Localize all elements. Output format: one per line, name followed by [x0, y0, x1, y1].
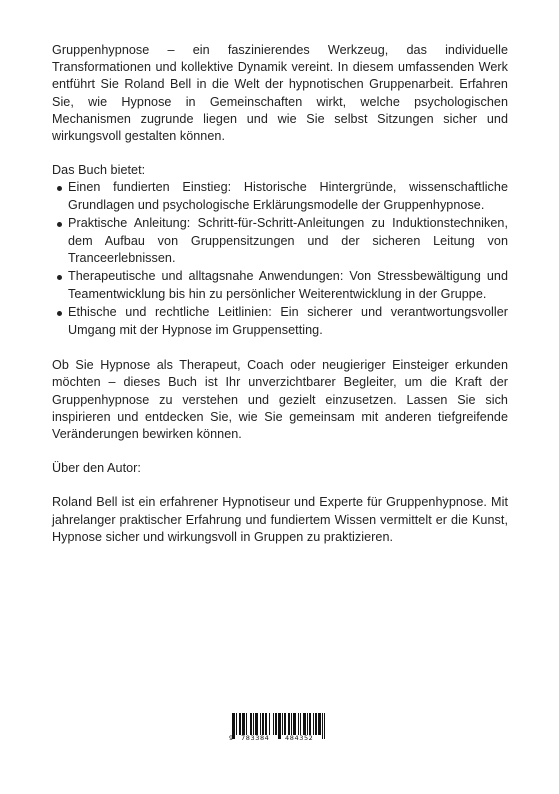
barcode-bar — [280, 713, 281, 739]
barcode-bar — [288, 713, 289, 735]
barcode-bar — [234, 713, 235, 739]
list-item — [52, 215, 508, 267]
barcode-bar — [282, 713, 283, 735]
barcode-bar — [298, 713, 299, 735]
bullet-icon — [57, 275, 62, 280]
barcode-bar — [275, 713, 276, 735]
barcode-bar — [295, 713, 296, 735]
barcode-bar — [260, 713, 261, 735]
barcode-bar — [322, 713, 323, 739]
barcode-bar — [251, 713, 252, 735]
barcode-bar — [315, 713, 316, 735]
spacer — [52, 145, 508, 162]
author-heading: Über den Autor: — [52, 461, 141, 476]
barcode-bar — [255, 713, 256, 735]
back-cover-text — [52, 42, 508, 546]
barcode-right-group: 484352 — [285, 734, 314, 742]
offers-heading: Das Buch bietet: — [52, 163, 146, 178]
spacer — [52, 443, 508, 460]
list-item-text: Ethische und rechtliche Leitlinien: Ein sicherer und verantwortungsvoller Umgang mit der Hypnose im Gruppensetting. — [68, 305, 508, 337]
barcode-bar — [313, 713, 314, 735]
barcode-bar — [289, 713, 290, 735]
list-item — [52, 304, 508, 338]
list-item-text: Einen fundierten Einstieg: Historische Hintergründe, wissenschaftliche Grundlagen und psychologische Erklärungsmodelle der Gruppenhypnose. — [68, 180, 508, 212]
list-item — [52, 268, 508, 302]
spacer — [52, 340, 508, 357]
offers-list — [52, 179, 508, 338]
intro-paragraph: Gruppenhypnose – ein faszinierendes Werkzeug, das individuelle Transformationen und kollektive Dynamik vereint. In diesem umfassenden Werk entführt Sie Roland Bell in die Welt der hypnotischen Gruppenarbeit. Erfahren Sie, wie Hypnose in Gemeinschaften wirkt, welche psychologischen Mechanismen zugrunde liegen und wie Sie selbst Sitzungen sicher und wirkungsvoll gestalten können. — [52, 43, 508, 144]
barcode-bar — [257, 713, 258, 735]
barcode-bar — [303, 713, 304, 735]
barcode-bar — [320, 713, 321, 735]
barcode-bar — [253, 713, 254, 735]
barcode-bar — [242, 713, 243, 735]
barcode-bar — [300, 713, 301, 735]
barcode-bar — [256, 713, 257, 735]
bullet-icon — [57, 186, 62, 191]
barcode-bar — [291, 713, 292, 735]
barcode-bar — [265, 713, 266, 735]
barcode-bar — [319, 713, 320, 735]
barcode-bar — [279, 713, 280, 739]
barcode-bar — [309, 713, 310, 735]
barcode-bar — [276, 713, 277, 735]
list-item-text: Therapeutische und alltagsnahe Anwendungen: Von Stressbewältigung und Teamentwicklung bis hin zu persönlicher Weiterentwicklung in der Gruppe. — [68, 269, 508, 301]
barcode-bar — [293, 713, 294, 735]
barcode-bar — [244, 713, 245, 735]
barcode-bar — [250, 713, 251, 735]
barcode-bar — [294, 713, 295, 735]
barcode-bar — [305, 713, 306, 735]
closing-paragraph: Ob Sie Hypnose als Therapeut, Coach oder neugieriger Einsteiger erkunden möchten – dieses Buch ist Ihr unverzichtbarer Begleiter, um die Kraft der Gruppenhypnose zu verstehen und gezielt einzusetzen. Lassen Sie sich inspirieren und entdecken Sie, wie Sie gemeinsam mit anderen tiefgreifende Veränderungen bewirken können. — [52, 358, 508, 442]
bullet-icon — [57, 222, 62, 227]
barcode-bar — [243, 713, 244, 735]
barcode-bar — [318, 713, 319, 735]
barcode-bar — [307, 713, 308, 735]
barcode-lead-digit: 9 — [229, 734, 234, 742]
barcode-bar — [269, 713, 270, 735]
barcode-bar — [324, 713, 325, 739]
barcode-bar — [273, 713, 274, 735]
barcode-bar — [278, 713, 279, 739]
barcode-bar — [246, 713, 247, 735]
barcode-bar — [236, 713, 237, 735]
barcode-bar — [304, 713, 305, 735]
bullet-icon — [57, 311, 62, 316]
list-item — [52, 179, 508, 213]
barcode-left-group: 783384 — [241, 734, 270, 742]
barcode-bar — [266, 713, 267, 735]
barcode-bar — [284, 713, 285, 735]
barcode-bar — [240, 713, 241, 735]
barcode-bar — [285, 713, 286, 735]
barcode-bar — [310, 713, 311, 735]
spacer — [52, 477, 508, 494]
author-bio: Roland Bell ist ein erfahrener Hypnotiseur und Experte für Gruppenhypnose. Mit jahrelanger praktischer Erfahrung und fundiertem Wissen vermittelt er die Kunst, Hypnose sicher und wirkungsvoll in Gruppen zu praktizieren. — [52, 495, 508, 544]
barcode-bar — [263, 713, 264, 735]
list-item-text: Praktische Anleitung: Schritt-für-Schritt-Anleitungen zu Induktionstechniken, dem Aufbau von Gruppensitzungen und der sicheren Leitung von Tranceerlebnissen. — [68, 216, 508, 265]
barcode-bar — [262, 713, 263, 735]
barcode-bar — [316, 713, 317, 735]
barcode-bar — [239, 713, 240, 735]
